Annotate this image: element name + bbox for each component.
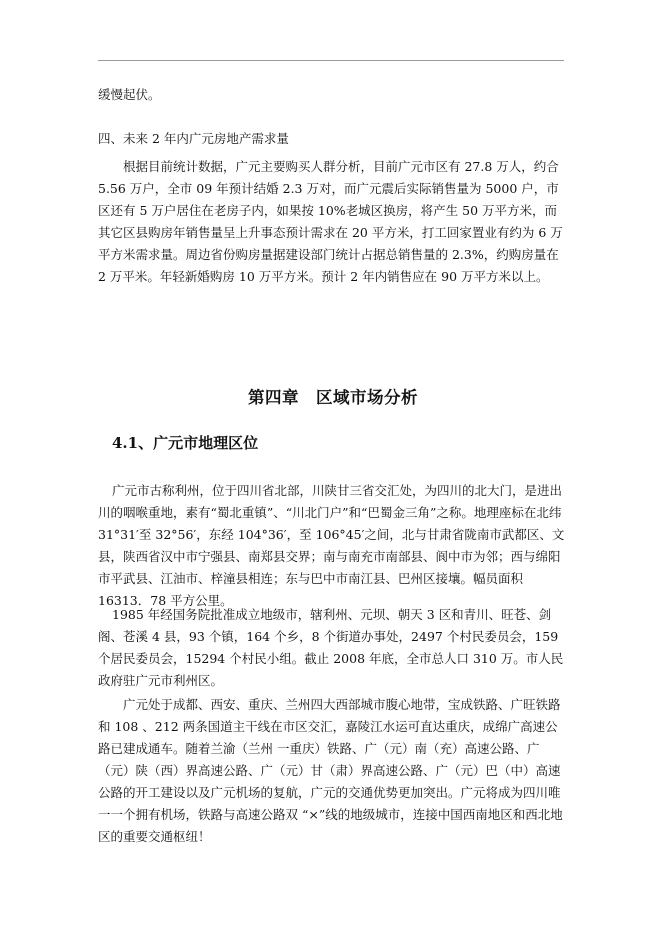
subheading-future-demand: 四、未来 2 年内广元房地产需求量 (98, 131, 289, 146)
continuation-text: 缓慢起伏。 (98, 87, 161, 102)
paragraph-admin: 1985 年经国务院批准成立地级市，辖利州、元坝、朝天 3 区和青川、旺苍、剑阁、苍溪 4 县，93 个镇，164 个乡，8 个街道办事处，2497 个村民委员会，159 个居民委员会，15294 个村民小组。截止 2008 年底，全市总人口 310 万。市人民政府驻广元市利州区。 (98, 607, 564, 688)
header-rule (98, 60, 564, 61)
paragraph-transport: 广元处于成都、西安、重庆、兰州四大西部城市腹心地带，宝成铁路、广旺铁路和 108 、212 两条国道主干线在市区交汇，嘉陵江水运可直达重庆，成绵广高速公路已建成通车。随着兰渝（兰州 一重庆）铁路、广（元）南（充）高速公路、广（元）陕（西）界高速公路、广（元）甘（肃）界高速公路、广（元）巴（中）高速公路的开工建设以及广元机场的复航，广元的交通优势更加突出。广元将成为四川唯一一个拥有机场，铁路与高速公路双 “×”线的地级城市，连接中国西南地区和西北地区的重要交通枢纽！ (98, 697, 563, 844)
section-title: 4.1、广元市地理区位 (112, 434, 259, 452)
paragraph-demand: 根据目前统计数据，广元主要购买人群分析，目前广元市区有 27.8 万人，约合 5.56 万户，全市 09 年预计结婚 2.3 万对，而广元震后实际销售量为 5000 户，市区还有 5 万户居住在老房子内，如果按 10%老城区换房，将产生 50 万平方米，而其它区县购房年销售量呈上升事态预计需求在 20 平方米，打工回家置业有约为 6 万平方米需求量。周边省份购房量据建设部门统计占据总销售量的 2.3%，约购房量在 2 万平米。年轻新婚购房 10 万平方米。预计 2 年内销售应在 90 万平方米以上。 (98, 159, 563, 284)
chapter-title: 第四章 区域市场分析 (248, 388, 418, 407)
paragraph-location: 广元市古称利州，位于四川省北部，川陕甘三省交汇处，为四川的北大门，是进出川的咽喉重地，素有“蜀北重镇”、“川北门户”和“巴蜀金三角”之称。地理座标在北纬 31°31′至 32°56′，东经 104°36′，至 106°45′之间，北与甘肃省陇南市武都区、文县，陕西省汉中市宁强县、南郑县交界；南与南充市南部县、阆中市为邻；西与绵阳市平武县、江油市、梓潼县相连；东与巴中市南江县、巴州区接壤。幅员面积 16313．78 平方公里。 (98, 483, 565, 608)
